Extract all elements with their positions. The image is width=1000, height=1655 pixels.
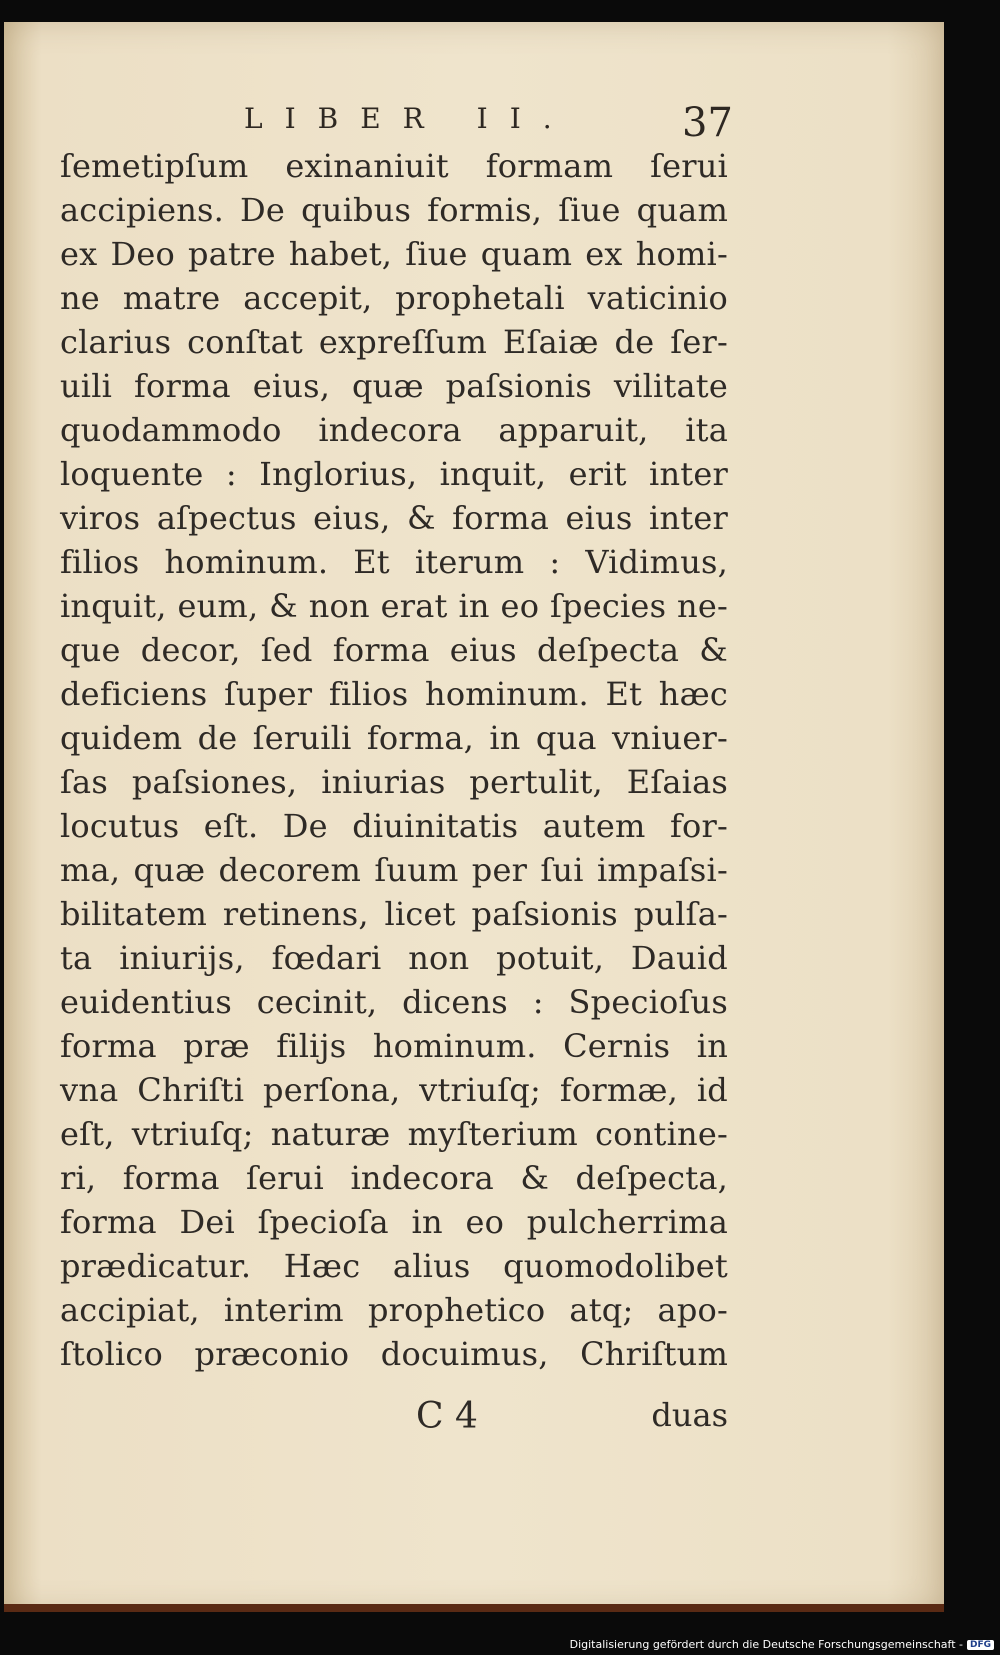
text-line: forma Dei ſpecioſa in eo pulcherrima [60,1203,728,1241]
text-line: ma, quæ decorem ſuum per ſui impaſsi- [60,851,728,889]
text-line: locutus eſt. De diuinitatis autem for- [60,807,728,845]
text-line: que decor, ſed forma eius deſpecta & [60,631,728,669]
text-line: quidem de ſeruili forma, in qua vniuer- [60,719,728,757]
signature-mark: C 4 [416,1396,478,1437]
catchword: duas [651,1396,728,1434]
text-line: ri, forma ſerui indecora & deſpecta, [60,1159,728,1197]
page-edge [4,1604,944,1612]
text-line: ſas paſsiones, iniurias pertulit, Eſaias [60,763,728,801]
text-line: ſemetipſum exinaniuit formam ſerui [60,147,728,185]
text-line: prædicatur. Hæc alius quomodolibet [60,1247,728,1285]
text-line: accipiat, interim prophetico atq; apo- [60,1291,728,1329]
page-footer [60,1396,728,1448]
text-line: bilitatem retinens, licet paſsionis pulſa- [60,895,728,933]
text-line: uili forma eius, quæ paſsionis vilitate [60,367,728,405]
dfg-logo-icon: DFG [967,1640,994,1650]
text-line: viros aſpectus eius, & forma eius inter [60,499,728,537]
text-line: deficiens ſuper filios hominum. Et hæc [60,675,728,713]
text-line: accipiens. De quibus formis, ſiue quam [60,191,728,229]
text-line: ne matre accepit, prophetali vaticinio [60,279,728,317]
text-line: forma præ filijs hominum. Cernis in [60,1027,728,1065]
text-line: inquit, eum, & non erat in eo ſpecies ne- [60,587,728,625]
text-line: quodammodo indecora apparuit, ita [60,411,728,449]
book-page [4,22,944,1612]
body-text [60,144,728,1376]
text-line: euidentius cecinit, dicens : Specioſus [60,983,728,1021]
text-line: ex Deo patre habet, ſiue quam ex homi- [60,235,728,273]
text-line: ſtolico præconio docuimus, Chriſtum [60,1335,728,1373]
text-line: vna Chriſti perſona, vtriuſq; formæ, id [60,1071,728,1109]
text-line: clarius conſtat expreſſum Eſaiæ de ſer- [60,323,728,361]
credit-text: Digitalisierung gefördert durch die Deutsche Forschungsgemeinschaft - [569,1638,963,1651]
text-line: loquente : Inglorius, inquit, erit inter [60,455,728,493]
digitization-credit [570,1638,994,1651]
running-header: LIBER II. [244,102,574,135]
page-number: 37 [682,100,733,146]
text-line: filios hominum. Et iterum : Vidimus, [60,543,728,581]
text-line: eſt, vtriuſq; naturæ myſterium contine- [60,1115,728,1153]
text-line: ta iniurijs, fœdari non potuit, Dauid [60,939,728,977]
